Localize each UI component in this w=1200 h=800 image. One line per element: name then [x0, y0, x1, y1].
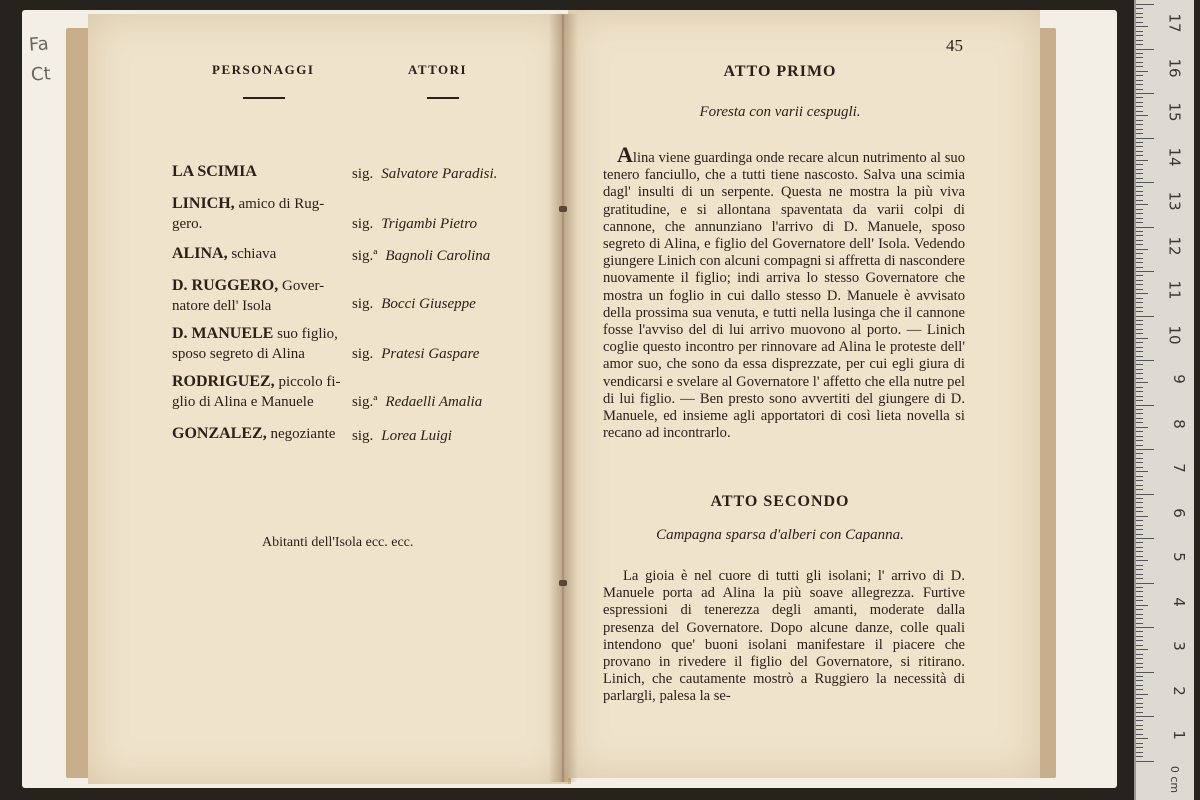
pencil-notes	[28, 29, 52, 90]
ruler-tick	[1136, 182, 1154, 183]
ruler-tick	[1136, 427, 1148, 428]
ruler-tick	[1136, 565, 1143, 566]
ruler-tick	[1136, 218, 1143, 219]
ruler-tick	[1136, 120, 1143, 121]
ruler-tick	[1136, 382, 1148, 383]
ruler-tick	[1136, 578, 1143, 579]
ruler-tick	[1136, 235, 1143, 236]
ruler-tick	[1136, 436, 1143, 437]
ruler-tick	[1136, 658, 1143, 659]
ruler-tick	[1136, 333, 1143, 334]
ruler-number: 4	[1170, 596, 1189, 607]
ruler-tick	[1136, 8, 1143, 9]
ruler-tick	[1136, 160, 1148, 161]
role-description: piccolo fi- glio di Alina e Manuele	[172, 374, 341, 410]
ruler-number: 16	[1165, 57, 1184, 78]
ruler-tick	[1136, 369, 1143, 370]
ruler-tick	[1136, 75, 1143, 76]
ruler-tick	[1136, 40, 1143, 41]
ruler-tick	[1136, 311, 1143, 312]
ruler-tick	[1136, 729, 1143, 730]
ruler-tick	[1136, 44, 1143, 45]
act-two-synopsis: La gioia è nel cuore di tutti gli isolani; l' arrivo di D. Manuele porta ad Alina la più soave allegrezza. Furtive espressioni di tenerezza degli amanti, moderate dalla presenza del Governatore. Dopo alcune danze, colle quali intendono que' buoni isolani manifestare il piacere che provano in rivedere il figlio del Governatore, si ritirano. Linich, che cautamente mostrò a Ruggiero la necessità di parlargli, palesa la se-	[603, 568, 965, 705]
ruler-number: 10	[1165, 324, 1184, 345]
ruler-tick	[1136, 324, 1143, 325]
ruler-tick	[1136, 413, 1143, 414]
ruler-tick	[1136, 583, 1154, 584]
ruler-tick	[1136, 600, 1143, 601]
act-one-title: ATTO PRIMO	[723, 63, 837, 80]
ruler-tick	[1136, 396, 1143, 397]
ruler-tick	[1136, 605, 1148, 606]
ruler-tick	[1136, 445, 1143, 446]
ruler-tick	[1136, 498, 1143, 499]
cast-role	[172, 194, 350, 234]
ruler-tick	[1136, 431, 1143, 432]
ruler-tick	[1136, 574, 1143, 575]
role-name: LINICH,	[172, 195, 235, 212]
ruler-tick	[1136, 712, 1143, 713]
ruler-tick	[1136, 378, 1143, 379]
act-two-title: ATTO SECONDO	[710, 493, 850, 510]
measurement-ruler	[1134, 0, 1194, 800]
ruler-tick	[1136, 364, 1143, 365]
ruler-tick	[1136, 320, 1143, 321]
ruler-tick	[1136, 289, 1143, 290]
ruler-tick	[1136, 707, 1143, 708]
ruler-tick	[1136, 57, 1143, 58]
cast-role	[172, 424, 350, 444]
ruler-tick	[1136, 111, 1143, 112]
ruler-tick	[1136, 538, 1154, 539]
ruler-tick	[1136, 418, 1143, 419]
ruler-tick	[1136, 213, 1143, 214]
ruler-tick	[1136, 35, 1143, 36]
ruler-tick	[1136, 698, 1143, 699]
ruler-tick	[1136, 360, 1154, 361]
ruler-tick	[1136, 556, 1143, 557]
ruler-tick	[1136, 449, 1154, 450]
ruler-tick	[1136, 71, 1148, 72]
ruler-tick	[1136, 191, 1143, 192]
actor-title: sig.ª	[352, 248, 378, 264]
ruler-tick	[1136, 155, 1143, 156]
ruler-tick	[1136, 738, 1148, 739]
ruler-tick	[1136, 453, 1143, 454]
ruler-tick	[1136, 458, 1143, 459]
cast-actor	[352, 294, 476, 314]
ruler-tick	[1136, 31, 1143, 32]
ruler-tick	[1136, 609, 1143, 610]
header-rule	[427, 97, 459, 99]
ruler-tick	[1136, 271, 1154, 272]
ruler-tick	[1136, 231, 1143, 232]
role-name: D. RUGGERO,	[172, 277, 279, 294]
ruler-tick	[1136, 178, 1143, 179]
ruler-tick	[1136, 22, 1143, 23]
ruler-tick	[1136, 587, 1143, 588]
ruler-tick	[1136, 507, 1143, 508]
ruler-tick	[1136, 547, 1143, 548]
ruler-tick	[1136, 485, 1143, 486]
ruler-tick	[1136, 142, 1143, 143]
ruler-tick	[1136, 93, 1154, 94]
role-description: schiava	[231, 246, 277, 262]
role-name: GONZALEZ,	[172, 425, 267, 442]
ruler-tick	[1136, 89, 1143, 90]
ruler-tick	[1136, 209, 1143, 210]
cast-role	[172, 372, 350, 412]
ruler-tick	[1136, 316, 1154, 317]
role-description: amico di Rug- gero.	[172, 196, 325, 232]
ruler-tick	[1136, 667, 1143, 668]
pencil-note: Fa	[28, 33, 50, 56]
ruler-tick	[1136, 476, 1143, 477]
ruler-number: 3	[1170, 641, 1189, 651]
binding-stitch	[559, 206, 567, 212]
ruler-number: 13	[1165, 191, 1184, 211]
ruler-tick	[1136, 409, 1143, 410]
ruler-number: 5	[1170, 552, 1189, 562]
ruler-tick	[1136, 645, 1143, 646]
ruler-tick	[1136, 240, 1143, 241]
act-two-scene: Campagna sparsa d'alberi con Capanna.	[656, 527, 904, 543]
ruler-tick	[1136, 391, 1143, 392]
ruler-tick	[1136, 676, 1143, 677]
ruler-tick	[1136, 462, 1143, 463]
role-description: suo figlio, sposo segreto di Alina	[172, 326, 338, 362]
actor-name: Trigambi Pietro	[381, 216, 477, 232]
ruler-tick	[1136, 569, 1143, 570]
ruler-tick	[1136, 195, 1143, 196]
ruler-tick	[1136, 307, 1143, 308]
ruler-tick	[1136, 480, 1143, 481]
ruler-tick	[1136, 267, 1143, 268]
ruler-number: 7	[1170, 463, 1189, 473]
actor-name: Pratesi Gaspare	[381, 346, 480, 362]
ruler-tick	[1136, 106, 1143, 107]
cast-role	[172, 244, 350, 264]
ruler-tick	[1136, 356, 1143, 357]
ruler-number: 9	[1170, 374, 1189, 384]
inhabitants-line: Abitanti dell'Isola ecc. ecc.	[262, 535, 414, 550]
ruler-tick	[1136, 743, 1143, 744]
actor-title: sig.	[352, 166, 374, 182]
act-one-synopsis	[603, 142, 965, 442]
ruler-tick	[1136, 649, 1148, 650]
ruler-tick	[1136, 511, 1143, 512]
ruler-tick	[1136, 534, 1143, 535]
actor-title: sig.	[352, 216, 374, 232]
actor-name: Lorea Luigi	[381, 428, 452, 444]
ruler-tick	[1136, 734, 1143, 735]
ruler-tick	[1136, 525, 1143, 526]
ruler-tick	[1136, 422, 1143, 423]
ruler-tick	[1136, 694, 1148, 695]
act-one-text: lina viene guardinga onde recare alcun nutrimento al suo tenero fanciullo, che a tutti tiene nascosto. Salva una scimia dagl' insulti di un serpente. Questa ne mostra la più viva gratitudine, e si allontana spaventata da varii colpi di cannone, che annunziano l'arrivo di D. Manuele, sposo segreto di Alina, e figlio del Governatore dell' Isola. Vedendo giungere Linich con alcuni compagni si affretta di nascondere nuovamente il figlio; indi arriva lo stesso Governatore che mostra un foglio in cui dallo stesso D. Manuele è avvisato della prossima sua venuta, e tutti nella lusinga che il cannone fosse l'avviso del di lui arrivo muovono al porto. — Linich coglie questo incontro per rinnovare ad Alina le proteste dell' amor suo, che sono da essa disprezzate, per cui egli giura di vendicarsi e svelare al Governatore l' affetto che ella nutre pel di lui figlio. — Ben presto sono avvertiti del giungere di D. Manuele, ed insieme agli apportatori di così lieta novella si recano ad incontrarlo.	[603, 150, 965, 442]
ruler-tick	[1136, 494, 1154, 495]
cast-actor	[352, 164, 497, 184]
ruler-tick	[1136, 560, 1148, 561]
ruler-tick	[1136, 520, 1143, 521]
ruler-tick	[1136, 258, 1143, 259]
ruler-tick	[1136, 627, 1154, 628]
ruler-tick	[1136, 200, 1143, 201]
ruler-tick	[1136, 623, 1143, 624]
role-name: D. MANUELE	[172, 325, 274, 342]
ruler-tick	[1136, 102, 1143, 103]
ruler-tick	[1136, 672, 1154, 673]
cast-actor	[352, 426, 452, 446]
ruler-tick	[1136, 124, 1143, 125]
ruler-tick	[1136, 529, 1143, 530]
pencil-note: Ct	[30, 63, 52, 86]
ruler-tick	[1136, 129, 1143, 130]
ruler-tick	[1136, 138, 1154, 139]
characters-header: PERSONAGGI	[212, 62, 315, 77]
ruler-tick	[1136, 716, 1154, 717]
ruler-tick	[1136, 4, 1154, 5]
ruler-number: 1	[1170, 730, 1189, 740]
ruler-tick	[1136, 640, 1143, 641]
ruler-number: 14	[1165, 146, 1184, 167]
ruler-number: 12	[1165, 235, 1184, 256]
ruler-tick	[1136, 467, 1143, 468]
ruler-tick	[1136, 62, 1143, 63]
ruler-tick	[1136, 280, 1143, 281]
ruler-tick	[1136, 542, 1143, 543]
ruler-tick	[1136, 186, 1143, 187]
ruler-tick	[1136, 146, 1143, 147]
actor-name: Salvatore Paradisi.	[381, 166, 498, 182]
ruler-tick	[1136, 293, 1148, 294]
role-name: LA SCIMIA	[172, 163, 257, 180]
ruler-unit: 0 cm	[1167, 765, 1181, 794]
cast-actor	[352, 246, 490, 266]
ruler-tick	[1136, 756, 1143, 757]
ruler-tick	[1136, 26, 1148, 27]
cast-role	[172, 162, 350, 182]
ruler-tick	[1136, 502, 1143, 503]
page-number: 45	[946, 36, 963, 55]
ruler-tick	[1136, 703, 1143, 704]
cast-role	[172, 324, 350, 364]
ruler-tick	[1136, 400, 1143, 401]
ruler-tick	[1136, 329, 1143, 330]
ruler-tick	[1136, 249, 1148, 250]
ruler-tick	[1136, 440, 1143, 441]
binding-stitch	[559, 580, 567, 586]
role-name: ALINA,	[172, 245, 228, 262]
ruler-number: 17	[1165, 13, 1184, 33]
ruler-tick	[1136, 49, 1154, 50]
ruler-tick	[1136, 680, 1143, 681]
ruler-tick	[1136, 387, 1143, 388]
actor-name: Bagnoli Carolina	[385, 248, 491, 264]
role-name: RODRIGUEZ,	[172, 373, 275, 390]
ruler-tick	[1136, 614, 1143, 615]
ruler-tick	[1136, 489, 1143, 490]
ruler-tick	[1136, 347, 1143, 348]
ruler-tick	[1136, 373, 1143, 374]
ruler-tick	[1136, 13, 1143, 14]
role-description: negoziante	[270, 426, 336, 442]
actor-name: Redaelli Amalia	[385, 394, 483, 410]
ruler-tick	[1136, 516, 1148, 517]
ruler-tick	[1136, 204, 1148, 205]
ruler-tick	[1136, 169, 1143, 170]
actor-title: sig.	[352, 428, 374, 444]
ruler-tick	[1136, 173, 1143, 174]
ruler-tick	[1136, 80, 1143, 81]
act-one-scene: Foresta con varii cespugli.	[699, 104, 861, 120]
cast-actor	[352, 214, 477, 234]
ruler-number: 11	[1165, 280, 1184, 300]
ruler-tick	[1136, 654, 1143, 655]
ruler-tick	[1136, 284, 1143, 285]
ruler-number: 8	[1170, 418, 1189, 429]
book-gutter	[548, 14, 578, 782]
ruler-tick	[1136, 151, 1143, 152]
actor-title: sig.ª	[352, 394, 378, 410]
ruler-tick	[1136, 636, 1143, 637]
ruler-tick	[1136, 725, 1143, 726]
ruler-tick	[1136, 663, 1143, 664]
ruler-tick	[1136, 133, 1143, 134]
ruler-tick	[1136, 298, 1143, 299]
ruler-tick	[1136, 342, 1143, 343]
actors-header: ATTORI	[408, 62, 468, 77]
ruler-tick	[1136, 17, 1143, 18]
ruler-tick	[1136, 685, 1143, 686]
actor-title: sig.	[352, 296, 374, 312]
ruler-tick	[1136, 227, 1154, 228]
ruler-tick	[1136, 720, 1143, 721]
ruler-tick	[1136, 689, 1143, 690]
cast-actor	[352, 392, 482, 412]
ruler-tick	[1136, 761, 1154, 762]
ruler-tick	[1136, 244, 1143, 245]
ruler-tick	[1136, 253, 1143, 254]
ruler-tick	[1136, 262, 1143, 263]
ruler-tick	[1136, 631, 1143, 632]
header-rule	[243, 97, 285, 99]
ruler-tick	[1136, 596, 1143, 597]
ruler-tick	[1136, 338, 1148, 339]
role-description: Gover- natore dell' Isola	[172, 278, 325, 314]
drop-cap: A	[617, 142, 633, 167]
ruler-tick	[1136, 84, 1143, 85]
ruler-tick	[1136, 405, 1154, 406]
ruler-tick	[1136, 164, 1143, 165]
ruler-tick	[1136, 752, 1143, 753]
ruler-tick	[1136, 618, 1143, 619]
ruler-tick	[1136, 53, 1143, 54]
ruler-tick	[1136, 222, 1143, 223]
ruler-tick	[1136, 275, 1143, 276]
ruler-tick	[1136, 302, 1143, 303]
actor-name: Bocci Giuseppe	[381, 296, 476, 312]
ruler-number: 2	[1170, 685, 1189, 696]
cast-actor	[352, 344, 479, 364]
ruler-number: 6	[1170, 507, 1189, 518]
actor-title: sig.	[352, 346, 374, 362]
ruler-number: 15	[1165, 102, 1184, 122]
ruler-tick	[1136, 591, 1143, 592]
ruler-tick	[1136, 66, 1143, 67]
ruler-tick	[1136, 115, 1148, 116]
ruler-tick	[1136, 471, 1148, 472]
ruler-tick	[1136, 97, 1143, 98]
ruler-tick	[1136, 747, 1143, 748]
ruler-tick	[1136, 351, 1143, 352]
cast-role	[172, 276, 350, 316]
ruler-tick	[1136, 551, 1143, 552]
